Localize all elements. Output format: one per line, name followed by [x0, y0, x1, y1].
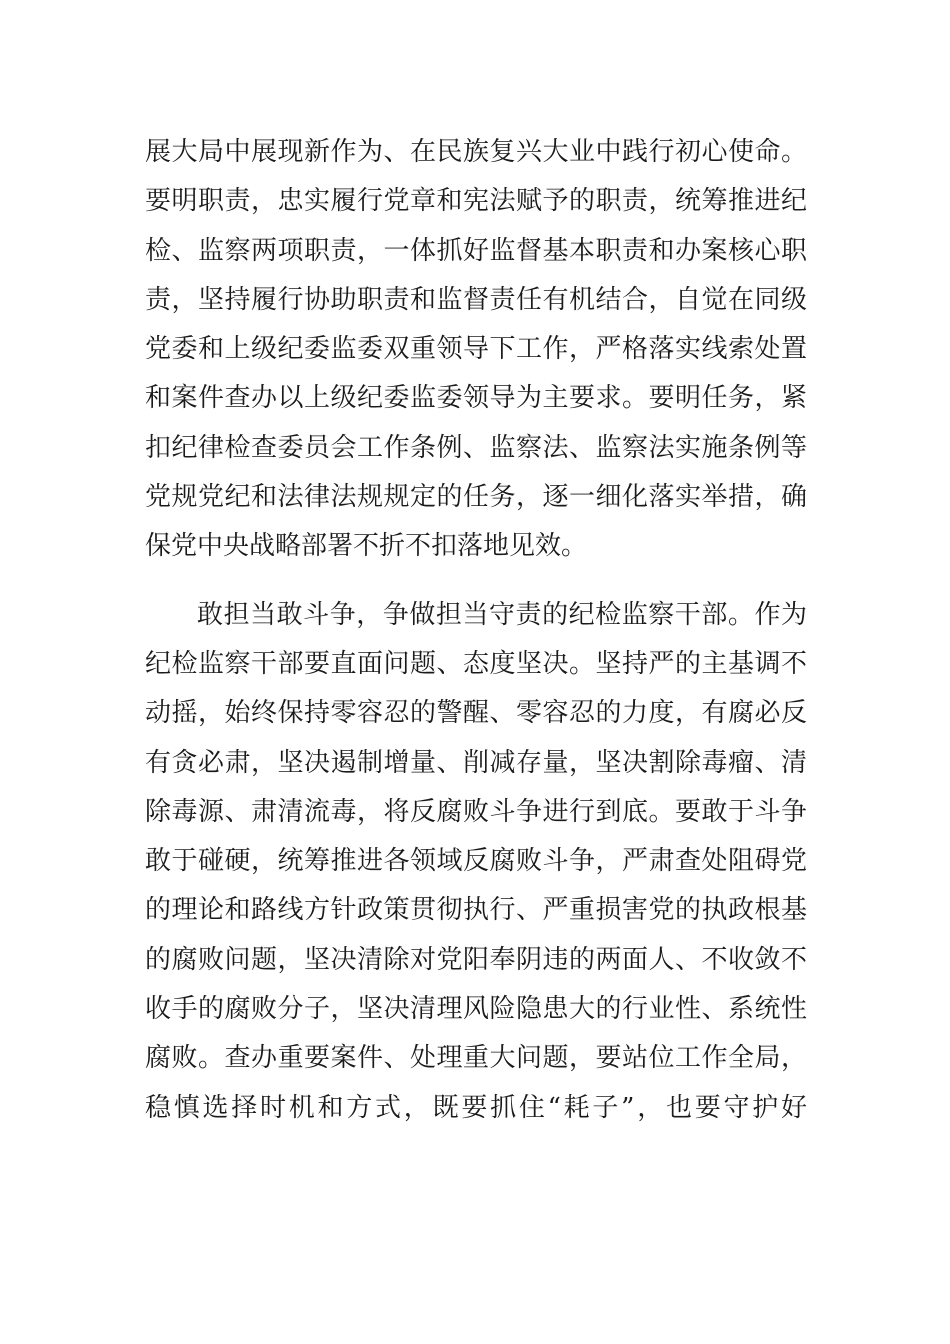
text-line: 腐败。查办重要案件、处理重大问题，要站位工作全局，: [145, 1043, 807, 1074]
text-line: 收手的腐败分子，坚决清理风险隐患大的行业性、系统性: [145, 994, 807, 1025]
text-line: 扣纪律检查委员会工作条例、监察法、监察法实施条例等: [145, 432, 807, 463]
text-line: 稳慎选择时机和方式，既要抓住“耗子”，也要守护好: [145, 1092, 807, 1123]
document-body: [145, 128, 807, 1133]
text-line: 检、监察两项职责，一体抓好监督基本职责和办案核心职: [145, 235, 807, 266]
text-line: 和案件查办以上级纪委监委领导为主要求。要明任务，紧: [145, 383, 807, 414]
text-line: 党规党纪和法律法规规定的任务，逐一细化落实举措，确: [145, 482, 807, 513]
text-line: 除毒源、肃清流毒，将反腐败斗争进行到底。要敢于斗争: [145, 796, 807, 827]
paragraph-spacer: [145, 572, 807, 591]
text-line: 敢于碰硬，统筹推进各领域反腐败斗争，严肃查处阻碍党: [145, 846, 807, 877]
text-line: 敢担当敢斗争，争做担当守责的纪检监察干部。作为: [197, 599, 807, 630]
text-line: 保党中央战略部署不折不扣落地见效。: [145, 531, 588, 562]
text-line: 责，坚持履行协助职责和监督责任有机结合，自觉在同级: [145, 284, 807, 315]
text-line: 有贪必肃，坚决遏制增量、削减存量，坚决割除毒瘤、清: [145, 747, 807, 778]
text-line: 动摇，始终保持零容忍的警醒、零容忍的力度，有腐必反: [145, 698, 807, 729]
text-line: 党委和上级纪委监委双重领导下工作，严格落实线索处置: [145, 334, 807, 365]
text-line: 展大局中展现新作为、在民族复兴大业中践行初心使命。: [145, 137, 807, 167]
text-line: 要明职责，忠实履行党章和宪法赋予的职责，统筹推进纪: [145, 186, 807, 217]
paragraph-2: [145, 591, 807, 1133]
text-line: 的理论和路线方针政策贯彻执行、严重损害党的执政根基: [145, 895, 807, 926]
text-line: 纪检监察干部要直面问题、态度坚决。坚持严的主基调不: [145, 648, 807, 679]
paragraph-1: [145, 128, 807, 572]
text-line: 的腐败问题，坚决清除对党阳奉阴违的两面人、不收敛不: [145, 944, 807, 975]
